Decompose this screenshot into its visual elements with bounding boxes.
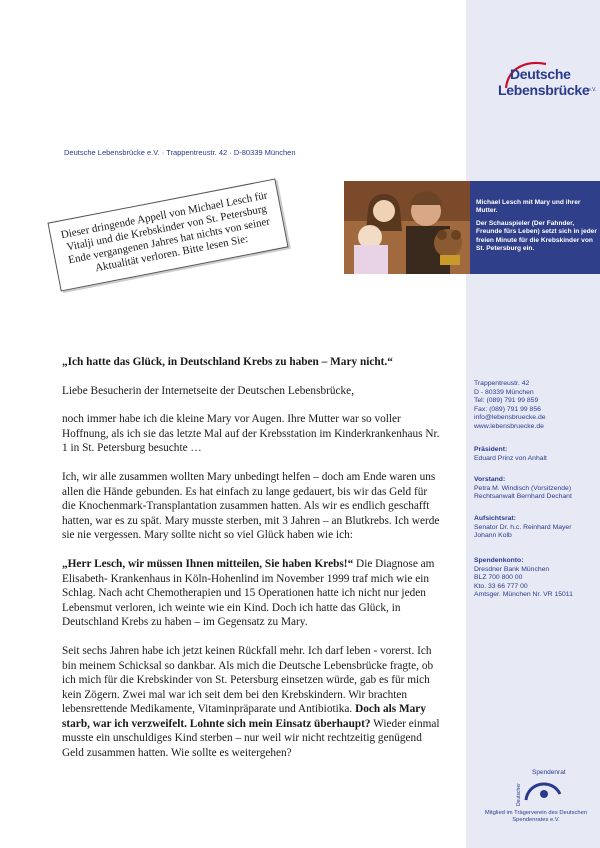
spendenkonto-block — [474, 557, 598, 600]
caption-line-1: Michael Lesch mit Mary und ihrer Mutter. — [476, 199, 581, 215]
caption-line-2: Der Schauspieler (Der Fahnder, Freunde fürs Leben) setzt sich in jeder freien Minute für die Krebskinder von St. Petersburg ein. — [476, 219, 597, 253]
spendenrat-member-text: Mitglied im Trägerverein des Deutschen Spendenrates e.V. — [484, 810, 588, 823]
aufsichtsrat-label: Aufsichtsrat: — [474, 515, 516, 522]
spendenkonto-label: Spendenkonto: — [474, 557, 524, 564]
vorstand-line-2: Rechtsanwalt Bernhard Dechant — [474, 493, 572, 501]
paragraph-4-bold: Doch als Mary starb, war ich verzweifelt. Lohnte sich mein Einsatz überhaupt? — [62, 703, 426, 730]
quote-bold: „Herr Lesch, wir müssen Ihnen mitteilen, Sie haben Krebs!“ — [62, 557, 354, 570]
deutsche-lebensbruecke-logo — [492, 58, 596, 108]
praesident-block — [474, 446, 598, 463]
sender-address-line: Deutsche Lebensbrücke e.V. · Trappentreustr. 42 · D-80339 München — [64, 148, 296, 157]
photo-michael-lesch-mary — [344, 181, 470, 274]
contact-city: D - 80339 München — [474, 388, 534, 396]
contact-email[interactable]: info@lebensbruecke.de — [474, 414, 546, 422]
spendenkonto-kto: Kto. 33 66 777 00 — [474, 582, 528, 590]
vorstand-line-1: Petra M. Windisch (Vorsitzende) — [474, 484, 572, 492]
spendenrat-word-1: Deutscher — [516, 783, 522, 806]
spendenkonto-bank: Dresdner Bank München — [474, 565, 550, 573]
paragraph-3-text: Die Diagnose am Elisabeth- Krankenhaus in Köln-Hohenlind im November 1999 traf mich wie ein Schlag. Nach acht Chemotherapien und 15 Operationen hatte ich nicht nur jeden Lebensmut verloren, ich weinte wie ein Kind. Doch ich hatte das Glück, in Deutschland Krebs zu haben – im Gegensatz zu Mary. — [62, 557, 435, 629]
paragraph-4-text: Seit sechs Jahren habe ich jetzt keinen Rückfall mehr. Ich darf leben - vorerst. Ich bin meinem Schicksal so dankbar. Als mich die Deutsche Lebensbrücke fragte, ob ich mich für die Krebskinder von St. Petersburg einsetzen würde, gab es für mich kein Zögern. Zwei mal war ich seit dem bei den Krebskindern. Wir brachten lebensrettende Medikamente, Vitaminpräparate und Antibiotika. — [62, 644, 434, 716]
letter-body — [62, 355, 442, 775]
paragraph-4-end: Wieder einmal musste ein unschuldiges Kind sterben – nur weil wir nicht rechtzeitig genügend Geld zusammen hatten. Wie sollte es weitergehen? — [62, 717, 440, 760]
letter-paragraph-4 — [62, 644, 442, 761]
spendenkonto-court: Amtsger. München Nr. VR 15011 — [474, 591, 573, 599]
logo-line-1: Deutsche — [510, 66, 571, 82]
spendenrat-word-2: Spendenrat — [532, 769, 566, 776]
letter-paragraph-2: Ich, wir alle zusammen wollten Mary unbedingt helfen – doch am Ende waren uns allen die Hände gebunden. Es hat einfach zu lange gedauert, bis wir das Geld für die Knochenmark-Transplantation zusammen hatten. Als wir es endlich geschafft hatten, war es zu spät. Mary musste sterben, mit 3 Jahren – an Blutkrebs. Ich werde sie nie vergessen. Mary sollte nicht so viel Glück haben wie ich: — [62, 470, 440, 542]
contact-fax: Fax: (089) 791 99 856 — [474, 405, 541, 413]
letter-paragraph-1: noch immer habe ich die kleine Mary vor Augen. Ihre Mutter war so voller Hoffnung, als ich sie das letzte Mal auf der Krebsstation im Kinderkrankenhaus Nr. 1 in St. Petersburg besuchte … — [62, 413, 440, 455]
photo-caption — [470, 181, 600, 274]
logo-line-2: Lebensbrücke — [498, 82, 590, 98]
praesident-name: Eduard Prinz von Anhalt — [474, 454, 547, 462]
appeal-box: Dieser dringende Appell von Michael Lesch für Vitalji und die Krebskinder von St. Petersburg Ende vergangenen Jahres hat nichts von seiner Aktualität verloren. Bitte lesen Sie: — [47, 179, 288, 292]
logo-suffix: e.V. — [588, 87, 597, 93]
contact-tel: Tel: (089) 791 99 859 — [474, 397, 539, 405]
vorstand-block — [474, 476, 598, 502]
aufsichtsrat-block — [474, 515, 598, 541]
vorstand-label: Vorstand: — [474, 476, 506, 483]
contact-street: Trappentreustr. 42 — [474, 380, 530, 387]
spendenrat-logo — [500, 760, 580, 810]
letter-headline: „Ich hatte das Glück, in Deutschland Krebs zu haben – Mary nicht.“ — [62, 356, 393, 368]
contact-block — [474, 380, 598, 432]
letter-salutation: Liebe Besucherin der Internetseite der Deutschen Lebensbrücke, — [62, 384, 355, 397]
aufsichtsrat-line-1: Senator Dr. h.c. Reinhard Mayer — [474, 523, 572, 531]
letter-paragraph-3 — [62, 557, 442, 630]
praesident-label: Präsident: — [474, 446, 508, 453]
aufsichtsrat-line-2: Johann Kolb — [474, 532, 512, 540]
spendenkonto-blz: BLZ 700 800 00 — [474, 574, 523, 582]
contact-web[interactable]: www.lebensbruecke.de — [474, 422, 544, 430]
